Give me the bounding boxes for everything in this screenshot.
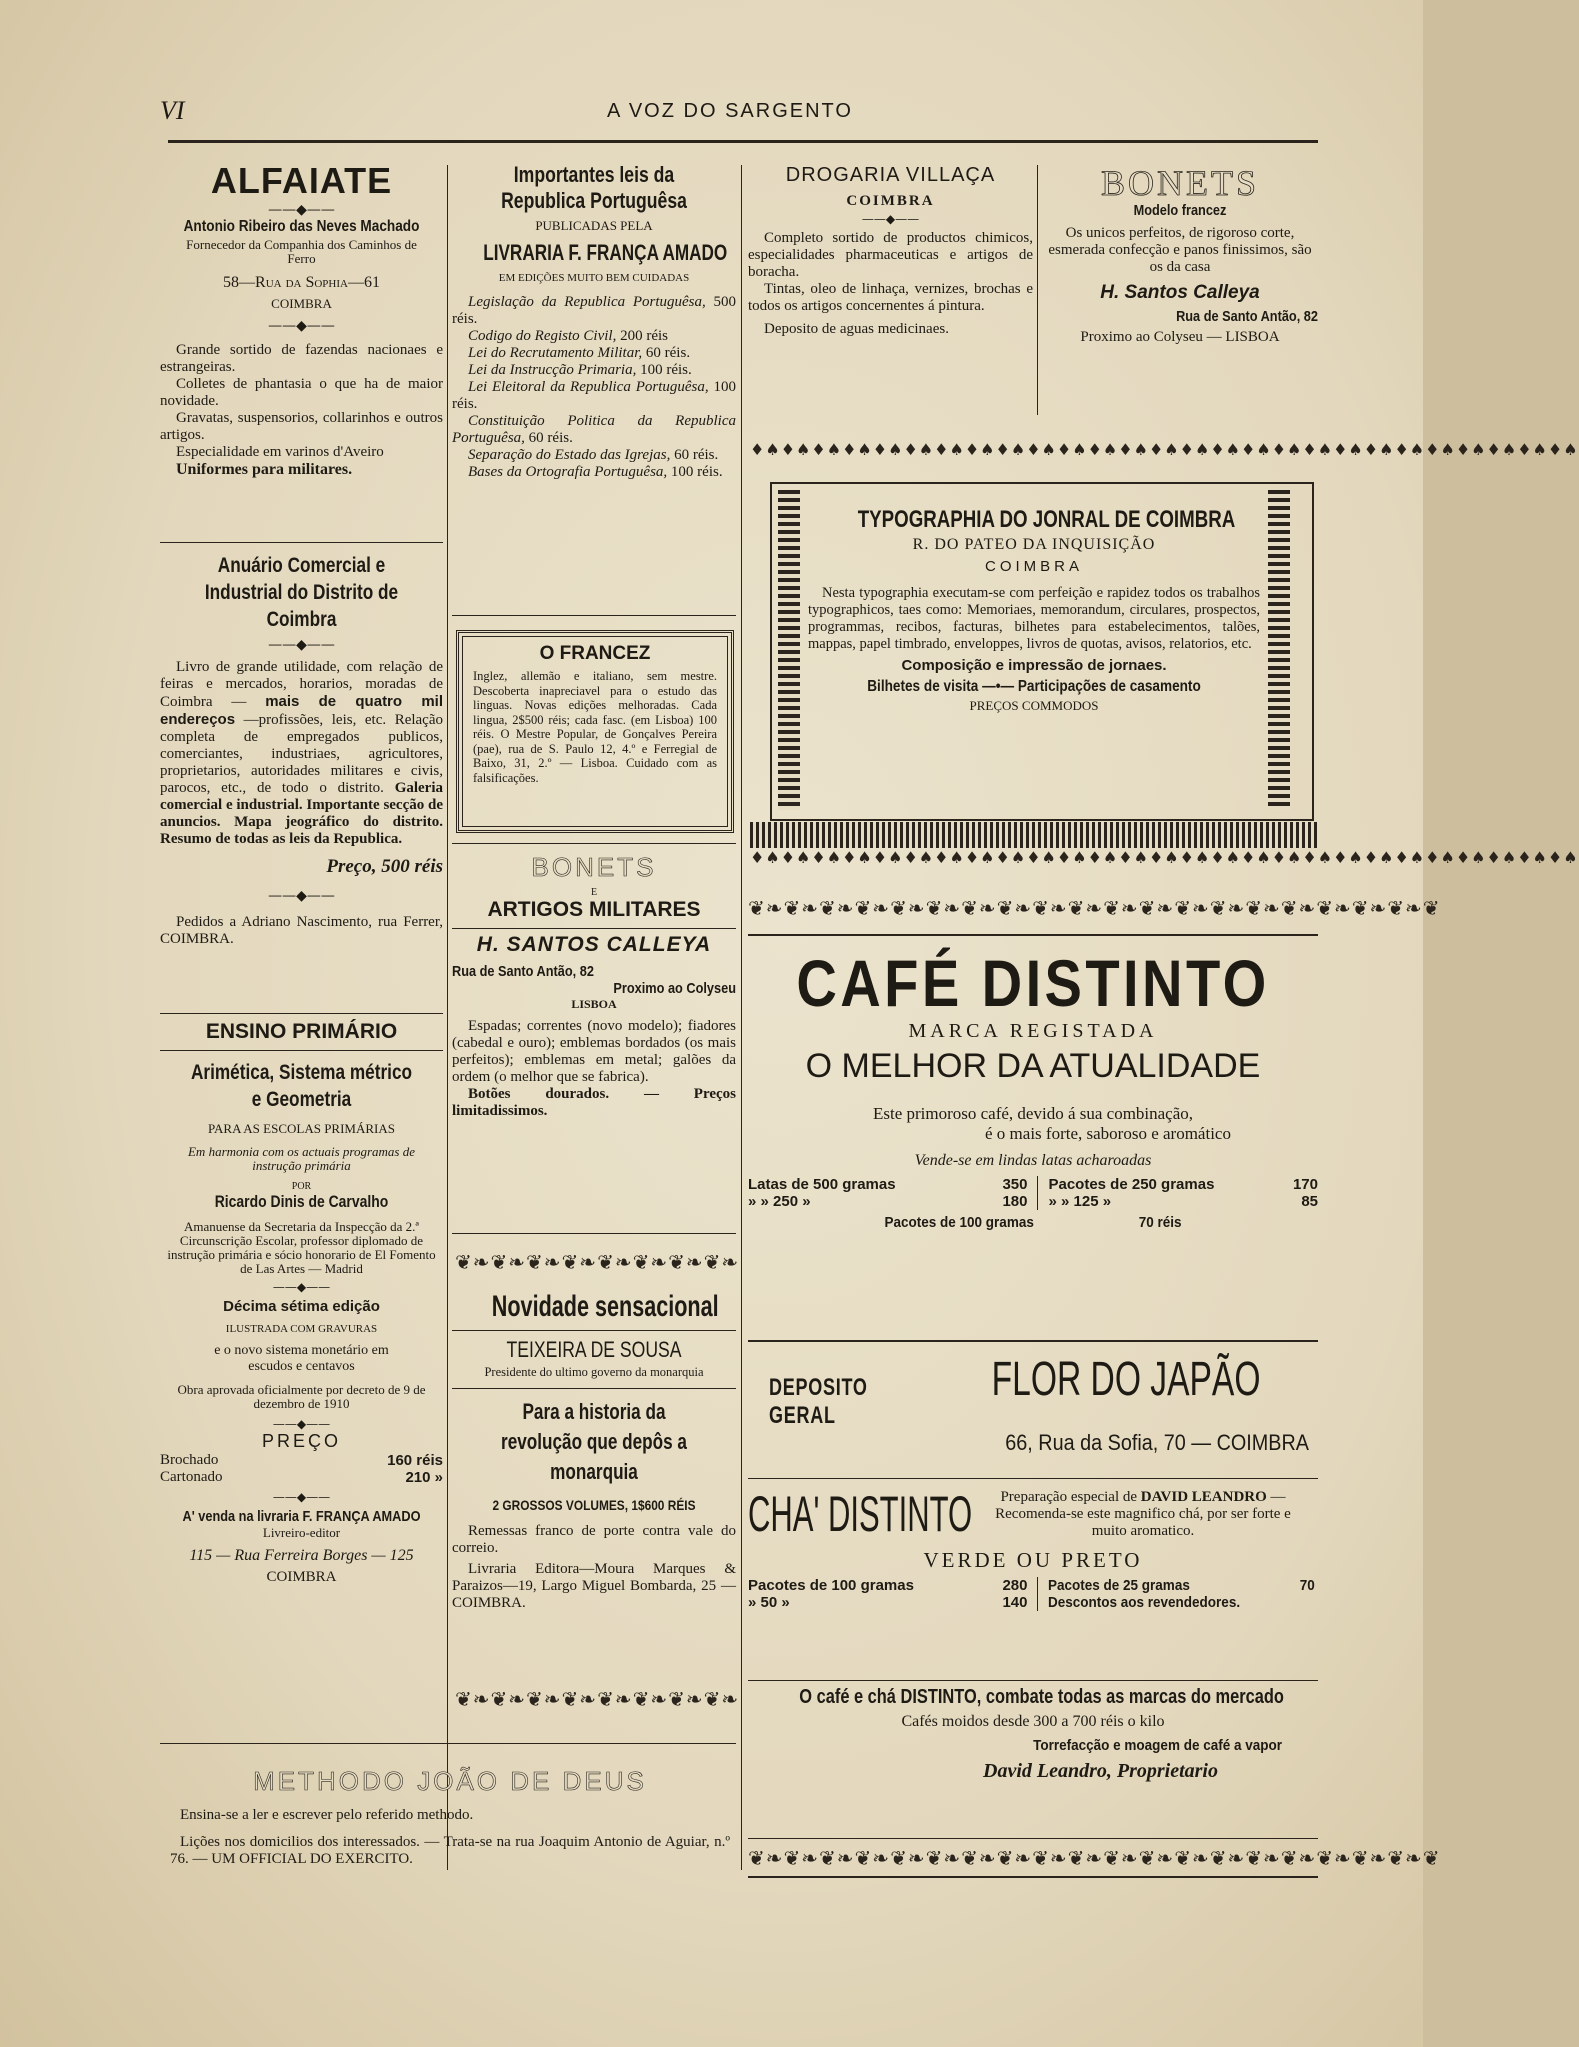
anuario-ad: [160, 552, 443, 948]
ensino-cartonado: Cartonado: [160, 1469, 223, 1485]
ensino-title: ENSINO PRIMÁRIO: [205, 1020, 398, 1043]
column-divider: [1037, 165, 1038, 415]
ensino-system: e o novo sistema monetário em escudos e centavos: [214, 1343, 389, 1374]
lei-title: Lei Eleitoral da Republica Portuguêsa,: [468, 379, 709, 395]
alfaiate-ad: [160, 160, 443, 478]
leis-title: Importantes leis da Republica Portuguêsa: [501, 162, 687, 213]
lei-price: 60 réis.: [528, 430, 573, 446]
lei-item: [452, 379, 736, 413]
cafe-center-label: Pacotes de 100 gramas: [884, 1214, 1034, 1231]
ensino-brochado: Brochado: [160, 1452, 219, 1468]
anuario-text: —profissões, leis, etc. Relação completa de empregados publicos, comerciantes, industriaes, agricultores, proprietarios, autoridades militares e civis, parocos, etc., de todo o distrito.: [160, 712, 443, 796]
typographia-bold: Composição e impressão de jornaes.: [901, 657, 1167, 674]
ornament-border: ❦❧❦❧❦❧❦❧❦❧❦❧❦❧❦❧: [455, 1250, 740, 1274]
lei-price: 60 réis.: [645, 345, 691, 361]
divider: [748, 934, 1318, 936]
divider: [160, 1050, 443, 1051]
cha-row-label: Pacotes de 100 gramas: [748, 1577, 914, 1594]
divider: [452, 928, 736, 929]
cha-prices-right: [1038, 1577, 1318, 1611]
bonets1-near: Proximo ao Colyseu — LISBOA: [1080, 329, 1280, 345]
cha-row-price: 280: [1002, 1577, 1028, 1594]
cha-types: VERDE OU PRETO: [923, 1548, 1143, 1572]
leis-published: PUBLICADAS PELA: [535, 218, 653, 233]
lei-item: [452, 447, 736, 464]
bonets2-text2: Botões dourados. — Preços limitadissimos.: [452, 1086, 736, 1119]
cha-ad: [748, 1486, 1318, 1611]
cafe-desc1: Este primoroso café, devido á sua combinação,: [872, 1104, 1194, 1123]
methodo-text: Lições nos domicilios dos interessados. — Trata-se na rua Joaquim Antonio de Aguiar, n.º 76. — UM OFFICIAL DO EXERCITO.: [170, 1834, 730, 1867]
cafe-row-label: Pacotes de 250 gramas: [1048, 1176, 1215, 1193]
frame-column-left: [778, 490, 800, 810]
bonets2-near: Proximo ao Colyseu: [613, 980, 736, 997]
francez-text: Inglez, allemão e italiano, sem mestre. Descoberta inapreciavel para o estudo das linguas. Novas edições melhoradas. Cada lingua, 2$500 réis; cada fasc. (em Lisboa) 100 réis. O Mestre Popular, de Gonçalves Pereira (pae), rua de S. Paulo 12, 4.º e Ferregial de Baixo, 31, 2.º — Lisboa. Cuidado com as falsificações.: [473, 669, 717, 785]
lei-price: 100 réis.: [452, 379, 736, 412]
typographia-ad: [808, 506, 1260, 714]
flor-deposit: DEPOSITO GERAL: [768, 1374, 868, 1429]
methodo-title: METHODO JOÃO DE DEUS: [253, 1766, 647, 1796]
typographia-text: Nesta typographia executam-se com perfeição e rapidez todos os trabalhos typographicos, taes como: Memoriaes, memorandum, circulares, prospectos, programmas, recibos, facturas, bilhetes para estabelecimentos, talões, mappas, papel timbrado, enveloppes, livros de quotas, avisos, relatorios, etc.: [808, 585, 1260, 652]
leis-list: [452, 294, 736, 481]
bonets1-title: BONETS: [1100, 163, 1259, 203]
ornament-border: ♦♠♦♠♦♠♦♠♦♠♦♠♦♠♦♠♦♠♦♠♦♠♦♠♦♠♦♠♦♠♦♠♦♠♦♠♦♠♦♠♦♠♦♠♦♠♦♠♦♠♦♠♦♠: [750, 440, 1579, 459]
bonets1-name: H. Santos Calleya: [1100, 282, 1260, 303]
cafe-row: [1048, 1193, 1318, 1210]
ensino-price-title: PREÇO: [261, 1431, 341, 1451]
ensino-seller-sub: Livreiro-editor: [262, 1525, 341, 1540]
ornament-icon: ——◆——: [268, 637, 335, 653]
leis-ad: [452, 162, 736, 481]
ensino-book: Arimética, Sistema métrico e Geometria: [190, 1061, 413, 1111]
lei-title: Separação do Estado das Igrejas,: [468, 447, 671, 463]
typographia-cards: Bilhetes de visita —•— Participações de casamento: [867, 678, 1201, 695]
cafe-sold: Vende-se em lindas latas acharoadas: [914, 1152, 1152, 1169]
anuario-text: Livro de grande utilidade, com relação de feiras e mercados, horarios, moradas de Coimbra —: [160, 659, 443, 710]
cha-row-price: 140: [1002, 1594, 1028, 1611]
cha-discounts: Descontos aos revendedores.: [1048, 1594, 1241, 1611]
novidade-author: TEIXEIRA DE SOUSA: [506, 1337, 682, 1362]
ensino-ad: [160, 1020, 443, 1586]
bonets2-text: Espadas; correntes (novo modelo); fiadores (cabedal e ouro); emblemas bordados (os mais perfeitos); emblemas em metal; galões da ordem (o melhor que se fabrica).: [452, 1018, 736, 1085]
bonets2-street: Rua de Santo Antão, 82: [452, 963, 594, 980]
anuario-orders: Pedidos a Adriano Nascimento, rua Ferrer, COIMBRA.: [160, 914, 443, 947]
alfaiate-text: Gravatas, suspensorios, collarinhos e outros artigos.: [160, 410, 443, 443]
ensino-seller-addr: 115 — Rua Ferreira Borges — 125: [189, 1547, 414, 1564]
ensino-seller: A' venda na livraria F. FRANÇA AMADO: [182, 1508, 421, 1525]
cafe-slogan: O MELHOR DA ATUALIDADE: [805, 1047, 1261, 1085]
divider: [160, 542, 443, 543]
divider: [452, 1233, 736, 1234]
cafe-title: CAFÉ DISTINTO: [796, 946, 1270, 1020]
ensino-approved: Obra aprovada oficialmente por decreto de 9 de dezembro de 1910: [177, 1382, 426, 1411]
methodo-text: Ensina-se a ler e escrever pelo referido methodo.: [180, 1807, 474, 1823]
typographia-prices: PREÇOS COMMODOS: [969, 698, 1099, 713]
cha-row-label: » 50 »: [748, 1594, 790, 1611]
cafe-row-label: » » 125 »: [1048, 1193, 1112, 1210]
cha-price-table: [748, 1577, 1318, 1611]
drogaria-text: Completo sortido de productos chimicos, especialidades pharmaceuticas e artigos de boracha.: [748, 230, 1033, 280]
divider: [748, 1340, 1318, 1342]
cafe-prices-left: [748, 1176, 1038, 1210]
alfaiate-text: Especialidade em varinos d'Aveiro: [176, 444, 384, 460]
divider: [748, 1876, 1318, 1878]
lei-title: Constituição Politica da Republica Portuguêsa,: [452, 413, 736, 446]
alfaiate-name: Antonio Ribeiro das Neves Machado: [183, 218, 420, 235]
lei-title: Lei da Instrucção Primaria,: [468, 362, 637, 378]
bonets1-ad: [1042, 164, 1318, 346]
divider: [748, 1838, 1318, 1839]
lei-title: Bases da Ortografia Portuguêsa,: [468, 464, 668, 480]
cha-owner: David Leandro, Proprietario: [983, 1760, 1218, 1782]
ensino-edition: Décima sétima edição: [223, 1298, 380, 1315]
alfaiate-supplier: Fornecedor da Companhia dos Caminhos de Ferro: [186, 237, 417, 266]
cha-row: [748, 1594, 1027, 1611]
divider: [748, 1680, 1318, 1681]
ornament-icon: ——◆——: [272, 1490, 331, 1504]
column-divider: [447, 165, 448, 1870]
alfaiate-text: Grande sortido de fazendas nacionaes e estrangeiras.: [160, 342, 443, 375]
ensino-harmony: Em harmonia com os actuais programas de instrução primária: [187, 1144, 415, 1173]
lei-item: [452, 464, 736, 481]
cafe-desc2: é o mais forte, saboroso e aromático: [985, 1124, 1231, 1143]
lei-title: Codigo do Registo Civil,: [468, 328, 617, 344]
divider: [452, 1388, 736, 1389]
novidade-title: Novidade sensacional: [491, 1290, 719, 1323]
bonets2-name: H. SANTOS CALLEYA: [476, 933, 712, 956]
bonets1-model: Modelo francez: [1133, 202, 1227, 219]
novidade-ad: [452, 1290, 736, 1612]
ornament-border: ❦❧❦❧❦❧❦❧❦❧❦❧❦❧❦❧: [455, 1687, 740, 1711]
cha-ground: Cafés moidos desde 300 a 700 réis o kilo: [901, 1713, 1165, 1730]
divider: [452, 615, 736, 616]
ensino-for: PARA AS ESCOLAS PRIMÁRIAS: [207, 1121, 395, 1136]
alfaiate-title: ALFAIATE: [210, 160, 393, 201]
cha-right-price: 70: [1300, 1577, 1316, 1594]
cha-prep: Preparação especial de: [1000, 1488, 1138, 1505]
flor-address: 66, Rua da Sofia, 70 — COIMBRA: [1005, 1430, 1309, 1455]
bonets2-city: LISBOA: [571, 997, 617, 1011]
cafe-row: [1048, 1176, 1318, 1193]
cafe-row-price: 85: [1301, 1193, 1318, 1210]
francez-inner: [462, 636, 728, 827]
cha-combat: O café e chá DISTINTO, combate todas as marcas do mercado: [799, 1686, 1284, 1708]
ornament-icon: ——◆——: [268, 202, 335, 218]
cafe-row: [748, 1176, 1027, 1193]
francez-title: O FRANCEZ: [539, 643, 651, 664]
ornament-icon: ——◆——: [268, 888, 335, 904]
lei-price: 60 réis.: [674, 447, 719, 463]
flor-ad: [748, 1352, 1318, 1456]
alfaiate-city: COIMBRA: [271, 296, 332, 311]
anuario-price: Preço, 500 réis: [326, 856, 443, 877]
novidade-book: Para a historia da revolução que depôs a monarquia: [501, 1399, 687, 1484]
bonets2-e: E: [590, 887, 598, 898]
leis-editions: EM EDIÇÕES MUITO BEM CUIDADAS: [498, 272, 690, 284]
frame-column-right: [1268, 490, 1290, 810]
cafe-row-label: Latas de 500 gramas: [748, 1176, 896, 1193]
cha-roast: Torrefacção e moagem de café a vapor: [1033, 1737, 1282, 1754]
divider: [748, 1478, 1318, 1479]
ensino-brochado-price: 160 réis: [387, 1452, 443, 1469]
anuario-title: Anuário Comercial e Industrial do Distrito de Coimbra: [204, 554, 399, 631]
cafe-registered: MARCA REGISTADA: [908, 1020, 1158, 1042]
francez-box: [456, 630, 734, 833]
cha-maker: DAVID LEANDRO: [1140, 1488, 1267, 1505]
divider: [452, 843, 736, 844]
header-rule: [168, 140, 1318, 143]
lei-item: [452, 328, 736, 345]
cafe-row: [748, 1193, 1027, 1210]
lei-title: Legislação da Republica Portuguêsa,: [468, 294, 706, 310]
divider: [160, 1743, 736, 1744]
ornament-border: ♦♠♦♠♦♠♦♠♦♠♦♠♦♠♦♠♦♠♦♠♦♠♦♠♦♠♦♠♦♠♦♠♦♠♦♠♦♠♦♠♦♠♦♠♦♠♦♠♦♠♦♠♦♠: [750, 848, 1579, 867]
cafe-row-price: 180: [1002, 1193, 1028, 1210]
lei-item: [452, 294, 736, 328]
divider: [160, 1013, 443, 1014]
ensino-illus: ILUSTRADA COM GRAVURAS: [225, 1323, 378, 1335]
cha-right-label: Pacotes de 25 gramas: [1048, 1577, 1191, 1594]
ensino-por: POR: [291, 1181, 312, 1192]
column-divider: [741, 165, 742, 1870]
lei-title: Lei do Recrutamento Militar,: [468, 345, 643, 361]
novidade-editor: Livraria Editora—Moura Marques & Paraizos—19, Largo Miguel Bombarda, 25 — COIMBRA.: [452, 1561, 736, 1611]
ensino-author: Ricardo Dinis de Carvalho: [214, 1192, 389, 1211]
cha-footer: [748, 1686, 1318, 1783]
cafe-center-price: 70 réis: [1138, 1214, 1182, 1231]
cafe-row-label: » » 250 »: [748, 1193, 811, 1210]
alfaiate-uniforms: Uniformes para militares.: [176, 461, 353, 478]
bonets2-sub: ARTIGOS MILITARES: [487, 898, 701, 921]
lei-price: 200 réis: [620, 328, 669, 344]
alfaiate-address: 58—Rua da Sophia—61: [223, 274, 380, 291]
anuario-text: Galeria comercial e industrial. Importante secção de anuncios. Mapa jeográfico do distrito. Resumo de todas as leis da Republica.: [160, 780, 444, 847]
drogaria-city: COIMBRA: [846, 193, 935, 209]
cafe-ad: [748, 948, 1318, 1231]
ornament-icon: ——◆——: [272, 1280, 331, 1294]
bonets1-street: Rua de Santo Antão, 82: [1176, 308, 1318, 325]
drogaria-text: Deposito de aguas medicinaes.: [764, 321, 949, 337]
typographia-title: TYPOGRAPHIA DO JONRAL DE COIMBRA: [857, 506, 1236, 533]
cha-title: CHA' DISTINTO: [748, 1486, 973, 1542]
lei-item: [452, 413, 736, 447]
lei-price: 500 réis.: [452, 294, 736, 327]
anuario-addresses: mais de quatro mil endereços: [160, 693, 443, 728]
ornament-icon: ——◆——: [861, 212, 920, 226]
novidade-role: Presidente do ultimo governo da monarquia: [484, 1365, 704, 1379]
ensino-creds: Amanuense da Secretaria da Inspecção da 2.ª Circunscrição Escolar, professor diplomado de instrução primária e sócio honorario de El Fomento de Las Artes — Madrid: [167, 1219, 436, 1276]
lei-price: 100 réis.: [640, 362, 692, 378]
ornament-border: ❦❧❦❧❦❧❦❧❦❧❦❧❦❧❦❧❦❧❦❧❦❧❦❧❦❧❦❧❦❧❦❧❦❧❦❧❦❧❦: [748, 896, 1441, 920]
ornament-icon: ——◆——: [268, 318, 335, 334]
bonets1-text: Os unicos perfeitos, de rigoroso corte, esmerada confecção e panos finissimos, são os da casa: [1048, 225, 1312, 275]
cafe-prices-right: [1038, 1176, 1318, 1210]
bonets2-ad: [452, 852, 736, 1120]
ornament-border: ❦❧❦❧❦❧❦❧❦❧❦❧❦❧❦❧❦❧❦❧❦❧❦❧❦❧❦❧❦❧❦❧❦❧❦❧❦❧❦: [748, 1846, 1441, 1870]
page-number: VI: [160, 96, 185, 125]
alfaiate-text: Colletes de phantasia o que ha de maior novidade.: [160, 376, 443, 409]
ornament-icon: ——◆——: [272, 1417, 331, 1431]
ensino-seller-city: COIMBRA: [266, 1569, 337, 1585]
cafe-row-price: 350: [1002, 1176, 1028, 1193]
ornament-band: [750, 822, 1320, 848]
divider: [452, 1330, 736, 1331]
masthead-title: A VOZ DO SARGENTO: [607, 100, 853, 122]
cafe-row-price: 170: [1292, 1176, 1318, 1193]
flor-name: FLOR DO JAPÃO: [991, 1353, 1261, 1406]
lei-item: [452, 345, 736, 362]
drogaria-title: DROGARIA VILLAÇA: [785, 164, 996, 186]
novidade-shipping: Remessas franco de porte contra vale do correio.: [452, 1523, 736, 1556]
novidade-volumes: 2 GROSSOS VOLUMES, 1$600 RÉIS: [492, 1497, 696, 1513]
lei-price: 100 réis.: [670, 464, 723, 480]
cha-recommend: — Recomenda-se este magnifico chá, por ser forte e muito aromatico.: [995, 1488, 1291, 1539]
cafe-price-table: [748, 1176, 1318, 1210]
cha-prices-left: [748, 1577, 1038, 1611]
typographia-street: R. DO PATEO DA INQUISIÇÃO: [912, 536, 1156, 553]
bonets2-title: BONETS: [531, 852, 657, 882]
drogaria-text: Tintas, oleo de linhaça, vernizes, brochas e todos os artigos concernentes á pintura.: [748, 281, 1033, 314]
lei-item: [452, 362, 736, 379]
leis-publisher: LIVRARIA F. FRANÇA AMADO: [483, 240, 728, 265]
cha-row: [748, 1577, 1027, 1594]
typographia-city: COIMBRA: [984, 558, 1083, 575]
ensino-cartonado-price: 210 »: [405, 1469, 443, 1486]
methodo-ad: [170, 1766, 730, 1868]
drogaria-ad: [748, 164, 1033, 338]
